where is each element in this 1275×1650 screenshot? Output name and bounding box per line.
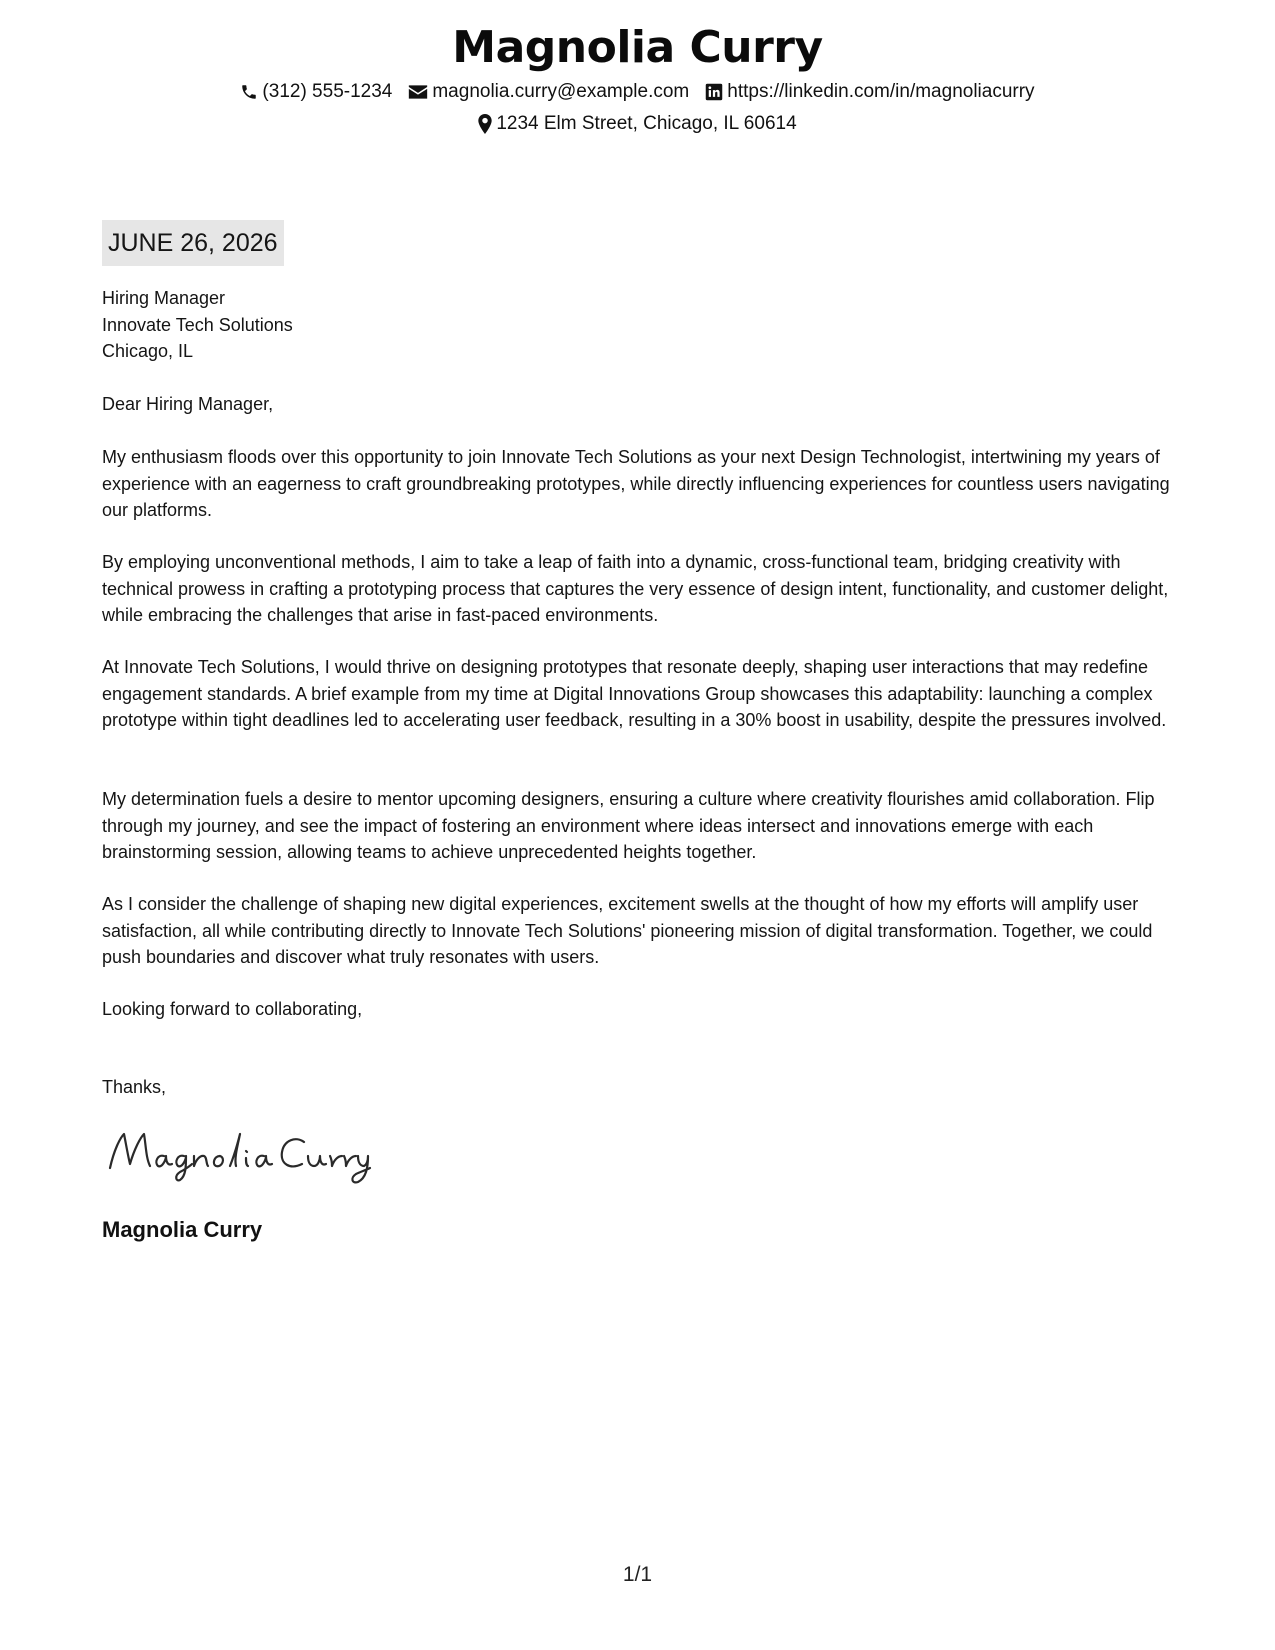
letter-header [0, 20, 1275, 136]
map-marker-icon [478, 114, 492, 134]
phone-text: (312) 555-1234 [262, 81, 393, 102]
recipient-location: Chicago, IL [102, 341, 194, 361]
contact-linkedin[interactable] [705, 80, 1034, 104]
body-paragraph: My enthusiasm floods over this opportunity to join Innovate Tech Solutions as your next Design Technologist, intertwining my years of experience with an eagerness to craft groundbreaking prototypes, while directly influencing experiences for countless users navigating our platforms. [102, 447, 1170, 520]
signer-name: Magnolia Curry [102, 1217, 263, 1242]
contact-email[interactable] [408, 80, 689, 104]
contact-phone [240, 80, 392, 104]
contact-address [478, 112, 796, 136]
salutation: Dear Hiring Manager, [102, 394, 274, 414]
linkedin-text[interactable]: https://linkedin.com/in/magnoliacurry [727, 81, 1035, 102]
signoff: Thanks, [102, 1077, 167, 1097]
recipient-company: Innovate Tech Solutions [102, 314, 293, 335]
handwritten-signature [104, 1120, 374, 1188]
linkedin-icon [705, 83, 723, 101]
contact-line-secondary [0, 112, 1275, 136]
letter-date: JUNE 26, 2026 [102, 220, 284, 266]
address-text: 1234 Elm Street, Chicago, IL 60614 [496, 113, 797, 134]
applicant-name: Magnolia Curry [452, 22, 823, 73]
recipient-block [102, 285, 1182, 365]
page-indicator: 1/1 [622, 1563, 653, 1586]
recipient-title: Hiring Manager [102, 288, 226, 308]
email-text[interactable]: magnolia.curry@example.com [432, 81, 690, 102]
body-paragraph: By employing unconventional methods, I aim to take a leap of faith into a dynamic, cross-functional team, bridging creativity with technical prowess in crafting a prototyping process that captures the very essence of design intent, functionality, and customer delight, while embracing the challenges that arise in fast-paced environments. [102, 552, 1169, 625]
envelope-icon [408, 84, 428, 100]
closing-line: Looking forward to collaborating, [102, 999, 363, 1019]
body-paragraph: At Innovate Tech Solutions, I would thrive on designing prototypes that resonate deeply, shaping user interactions that may redefine engagement standards. A brief example from my time at Digital Innovations Group showcases this adaptability: launching a complex prototype within tight deadlines led to accelerating user feedback, resulting in a 30% boost in usability, despite the pressures involved. [102, 657, 1167, 730]
body-paragraph: My determination fuels a desire to mentor upcoming designers, ensuring a culture where creativity flourishes amid collaboration. Flip through my journey, and see the impact of fostering an environment where ideas intersect and innovations emerge with each brainstorming session, allowing teams to achieve unprecedented heights together. [102, 789, 1155, 862]
body-paragraph: As I consider the challenge of shaping new digital experiences, excitement swells at the thought of how my efforts will amplify user satisfaction, all while contributing directly to Innovate Tech Solutions' pioneering mission of digital transformation. Together, we could push boundaries and discover what truly resonates with users. [102, 894, 1153, 967]
contact-line-primary [0, 80, 1275, 104]
phone-icon [240, 83, 258, 101]
